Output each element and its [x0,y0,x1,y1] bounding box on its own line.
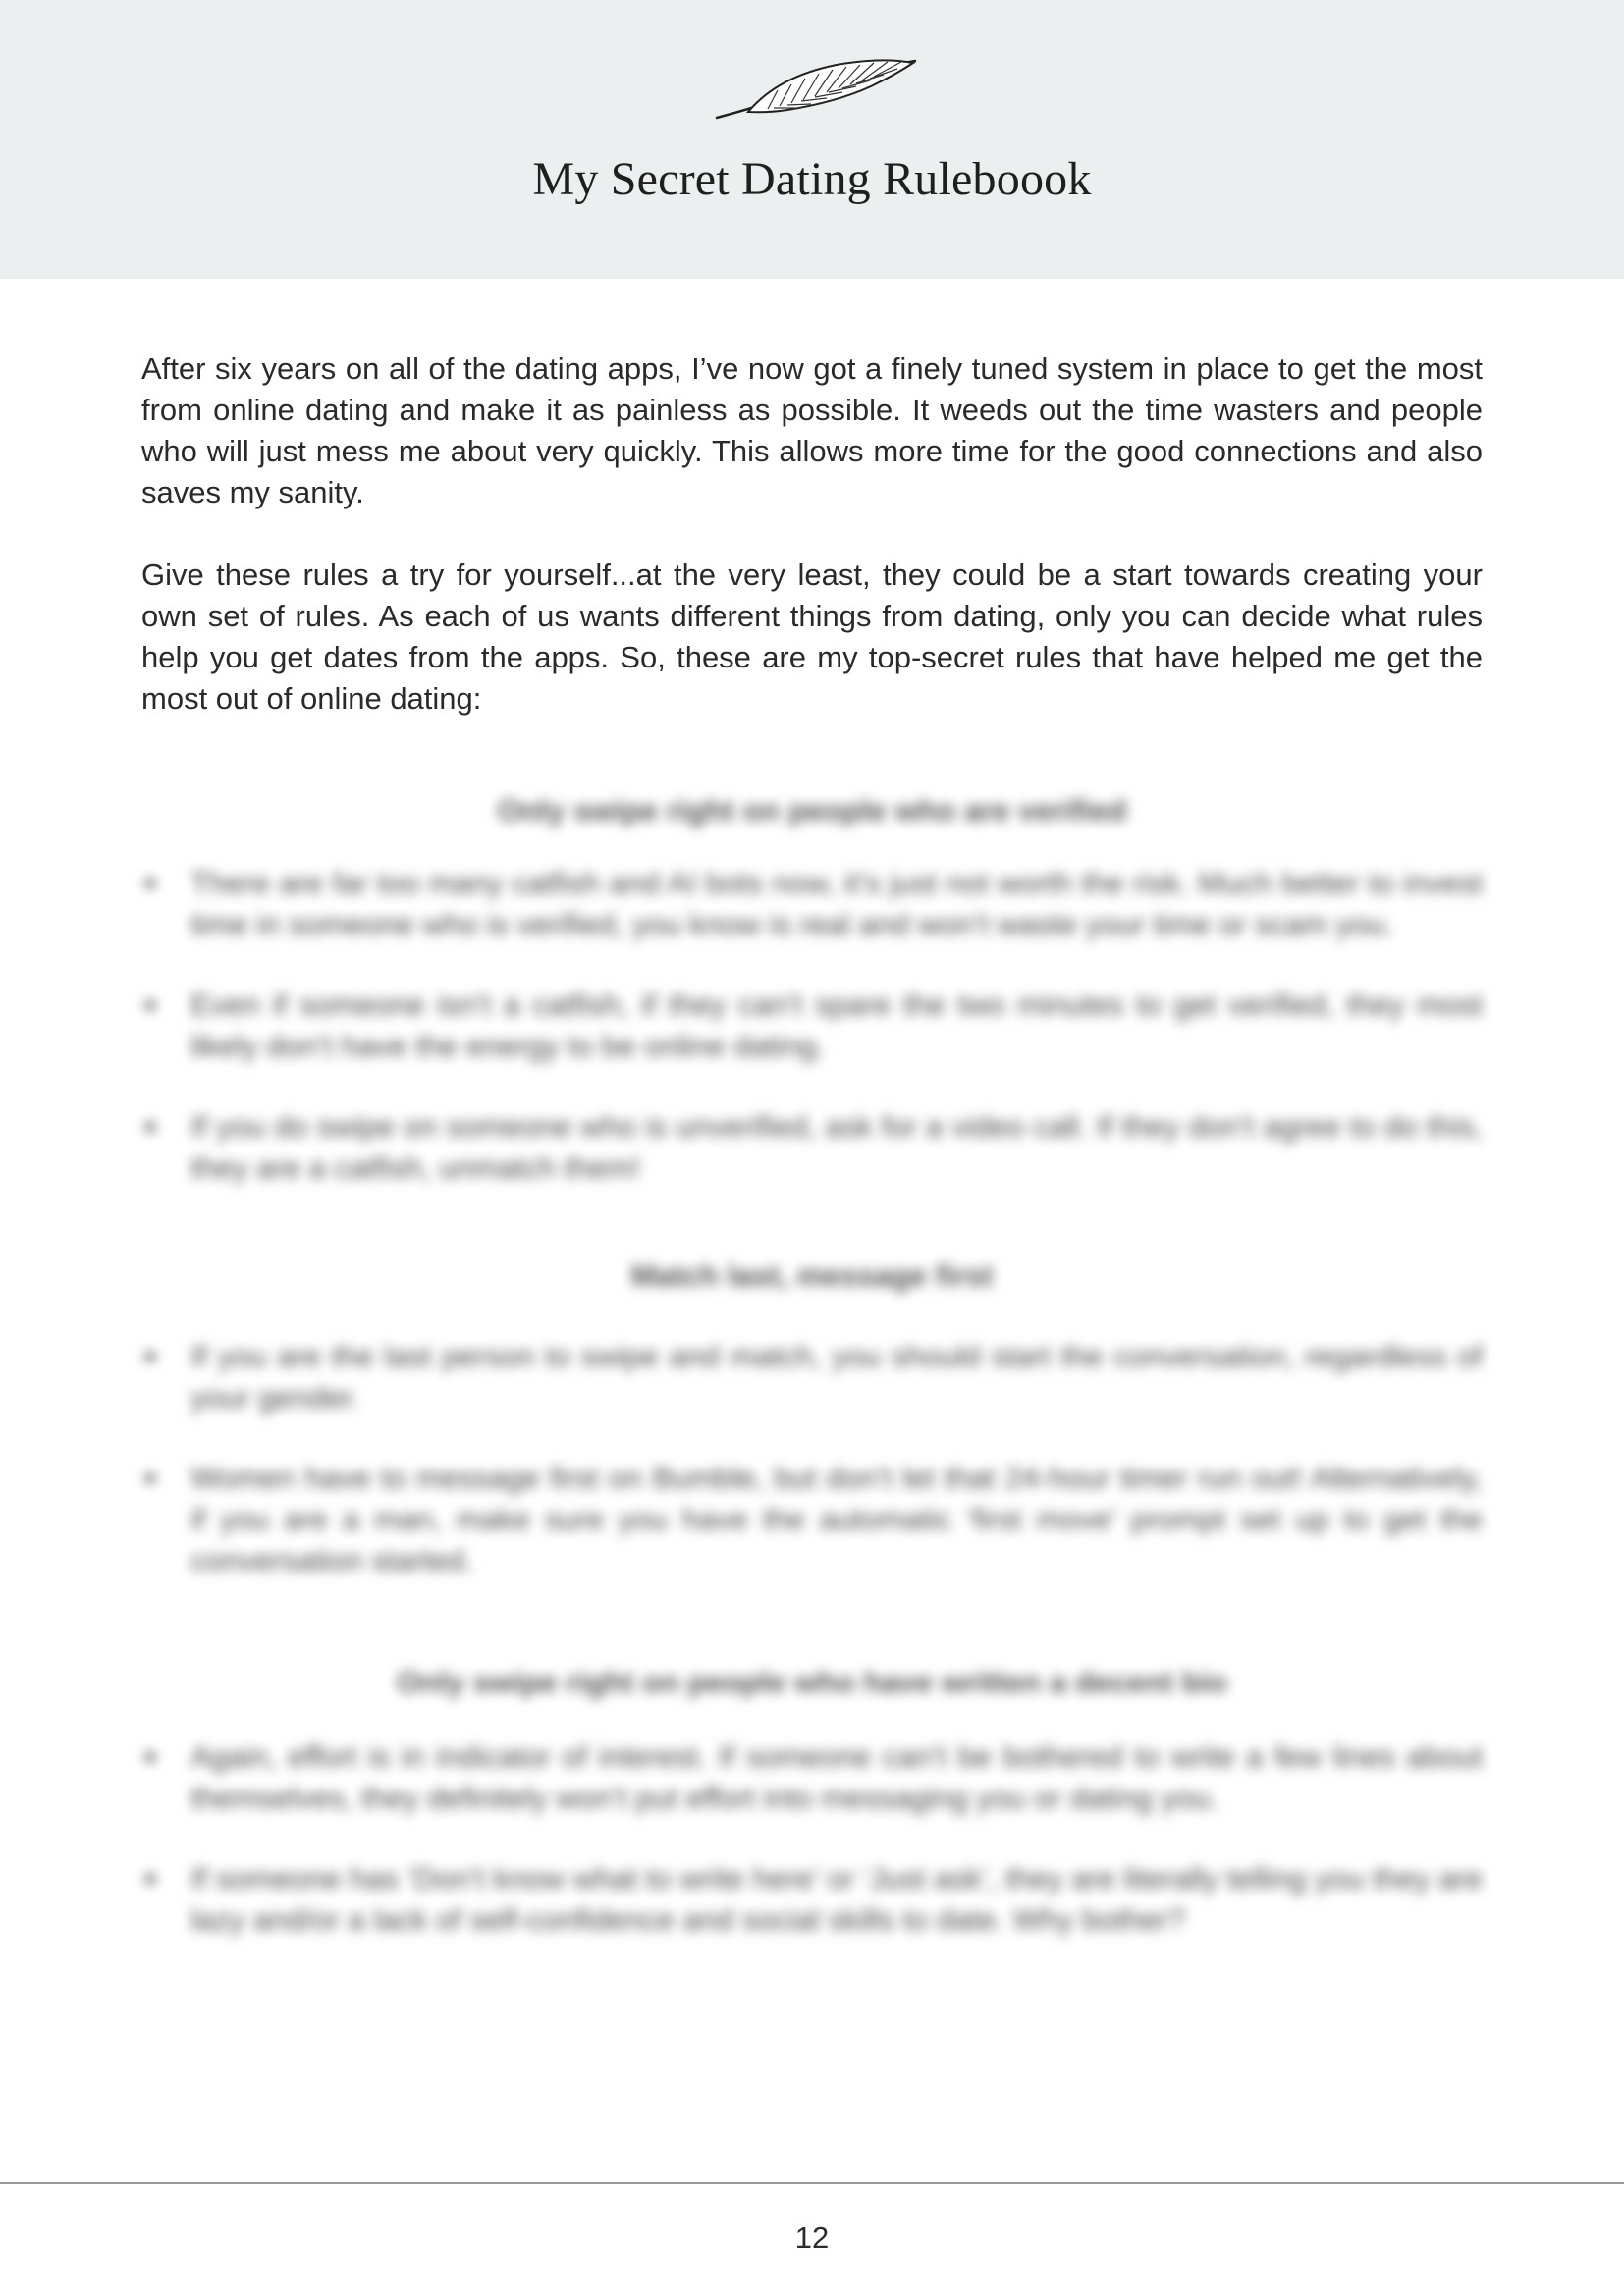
document-title: My Secret Dating Ruleboook [532,153,1092,205]
intro-section [141,348,1483,761]
footer-divider [0,2182,1624,2184]
rule-bullet: Again, effort is in indicator of interest. If someone can’t be bothered to write a few lines about themselves, they definitely won’t put effort into messaging you or dating you. [141,1736,1483,1819]
blurred-rules-section [141,790,1483,1941]
rule-bullet: If you do swipe on someone who is unverified, ask for a video call. If they don’t agree to do this, they are a catfish, unmatch them! [141,1106,1483,1189]
rule-bullet-list [141,1736,1483,1941]
rule-heading: Only swipe right on people who have written a decent bio [397,1665,1227,1699]
rule-bullet: Women have to message first on Bumble, but don’t let that 24-hour timer run out! Alternatively, if you are a man, make sure you have the automatic ‘first move’ prompt set up to get the conversation started. [141,1458,1483,1581]
intro-paragraph: After six years on all of the dating apps, I’ve now got a finely tuned system in place to get the most from online dating and make it as painless as possible. It weeds out the time wasters and people who will just mess me about very quickly. This allows more time for the good connections and also saves my sanity. [141,351,1483,509]
rule-bullet: There are far too many catfish and AI bots now, it’s just not worth the risk. Much better to invest time in someone who is verified, you know is real and won’t waste your time or scam you. [141,863,1483,945]
rule-block [141,1662,1483,1703]
rule-bullet-list [141,1336,1483,1581]
feather-icon [709,57,921,128]
rule-bullet: If you are the last person to swipe and match, you should start the conversation, regardless of your gender. [141,1336,1483,1418]
rule-heading: Only swipe right on people who are verified [497,793,1127,828]
rule-bullet-list [141,863,1483,1189]
rule-bullet: Even if someone isn’t a catfish, if they can’t spare the two minutes to get verified, they most likely don’t have the energy to be online dating. [141,985,1483,1067]
rule-block [141,790,1483,831]
page-header [0,0,1624,279]
page-number: 12 [794,2220,830,2255]
rule-block [141,1255,1483,1297]
rule-heading: Match last, message first [630,1258,994,1293]
rule-bullet: If someone has ‘Don’t know what to write here’ or ‘Just ask’, they are literally telling you they are lazy and/or a lack of self-confidence and social skills to date. Why bother? [141,1858,1483,1941]
intro-paragraph: Give these rules a try for yourself...at the very least, they could be a start towards creating your own set of rules. As each of us wants different things from dating, only you can decide what rules help you get dates from the apps. So, these are my top-secret rules that have helped me get the most out of online dating: [141,558,1483,716]
